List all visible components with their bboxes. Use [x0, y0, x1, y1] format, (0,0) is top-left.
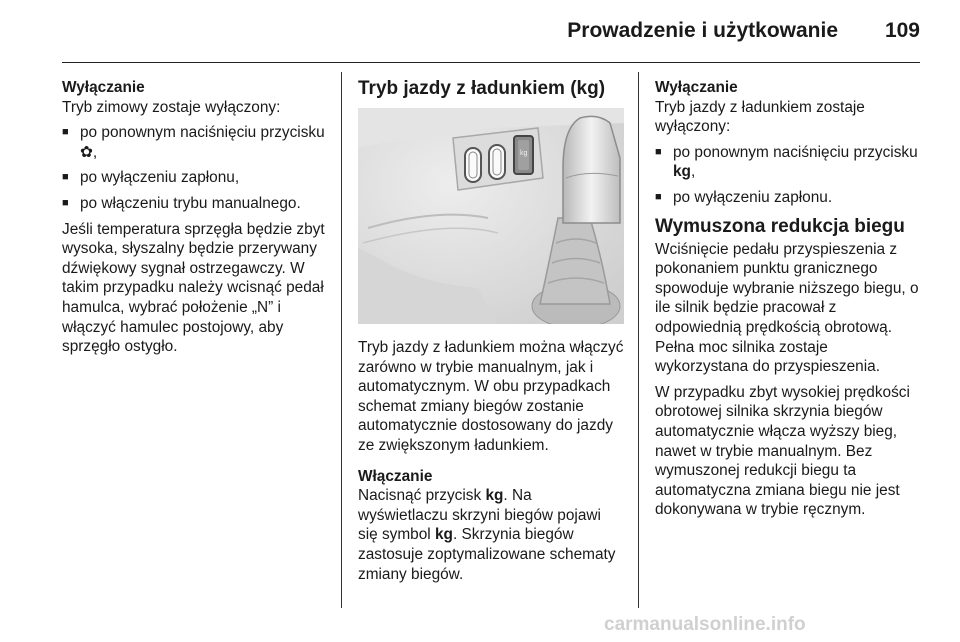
page-number: 109 [884, 19, 920, 42]
text-span: . Skrzynia biegów zastosuje zoptymalizowane schematy zmiany biegów. [358, 526, 616, 583]
subheading: Włączanie [358, 467, 433, 485]
paragraph: Wciśnięcie pedału przyspieszenia z pokonaniem punktu granicznego spowoduje wybranie niższego biegu, o ile silnik będzie pracował z odpowiednią prędkością obrotową. Pełna moc silnika zostaje wykorzystana do przyspieszenia. [655, 240, 919, 376]
column-1 [62, 78, 327, 357]
text-span: po ponownym naciśnięciu przycisku [673, 143, 918, 161]
kg-symbol: kg [434, 526, 453, 544]
column-3 [655, 78, 925, 520]
bullet-list [62, 123, 327, 213]
list-item: ■ po wyłączeniu zapłonu. [655, 188, 925, 208]
paragraph [358, 486, 624, 584]
intro-text: Tryb jazdy z ładunkiem zostaje wyłączony: [655, 98, 865, 136]
text-span: Nacisnąć przycisk [358, 487, 486, 505]
kg-symbol: kg [673, 163, 691, 181]
column-divider [341, 72, 342, 608]
intro-text: Tryb zimowy zostaje wyłączony: [62, 98, 281, 116]
gear-shifter-illustration [358, 108, 624, 324]
list-item: ■ po wyłączeniu zapłonu, [62, 168, 327, 188]
column-divider [638, 72, 639, 608]
header-title: Prowadzenie i użytkowanie [567, 19, 838, 42]
subheading: Wyłączanie [62, 79, 145, 96]
section-heading: Tryb jazdy z ładunkiem (kg) [358, 78, 606, 99]
list-item [655, 143, 925, 182]
paragraph: Tryb jazdy z ładunkiem można włączyć zarówno w trybie manualnym, jak i automatycznym. W obu przypadkach schemat zmiany biegów zostanie automatycznie dostosowany do jazdy ze zwiększonym ładunkiem. [358, 339, 624, 454]
kg-symbol: kg [485, 487, 504, 505]
subheading: Wyłączanie [655, 79, 738, 96]
kg-button-label: kg [520, 150, 528, 157]
bullet-list [655, 143, 925, 208]
text-span: , [690, 163, 696, 181]
paragraph: W przypadku zbyt wysokiej prędkości obrotowej silnika skrzynia biegów automatycznie włącza wyższy bieg, nawet w trybie manualnym. Bez wymuszonej redukcji biegu ta automatyczna zmiana biegu nie jest dokonywana w trybie ręcznym. [655, 383, 910, 519]
text-span: . Na wyświetlaczu skrzyni biegów pojawi się symbol [358, 487, 601, 544]
list-item: ■ po włączeniu trybu manualnego. [62, 194, 327, 214]
section-heading: Wymuszona redukcja biegu [655, 215, 905, 237]
column-2 [358, 78, 624, 584]
paragraph: Jeśli temperatura sprzęgła będzie zbyt wysoka, słyszalny będzie przerywany dźwiękowy sygnał ostrzegawczy. W takim przypadku należy wcisnąć pedał hamulca, wybrać położenie „N” i włączyć hamulec postojowy, aby sprzęgło ostygło. [62, 220, 325, 356]
watermark: carmanualsonline.info [604, 614, 806, 635]
list-item: ■ po ponownym naciśnięciu przycisku ✿, [62, 123, 327, 162]
page-header [62, 0, 920, 63]
